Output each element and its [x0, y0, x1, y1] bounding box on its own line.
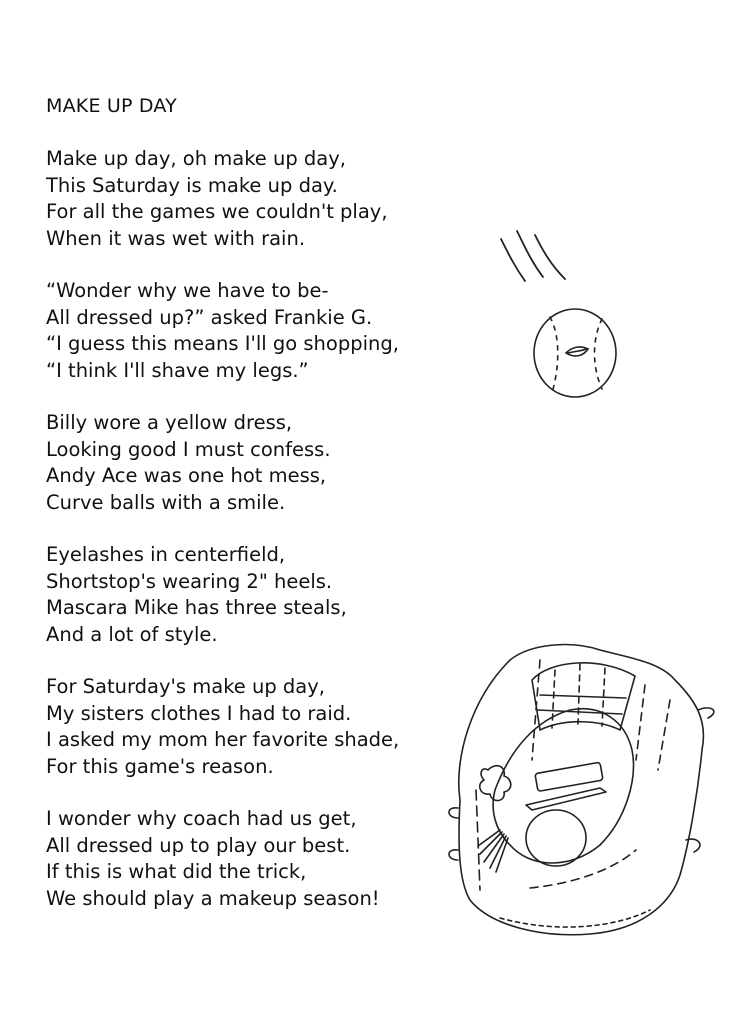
- poem-line: All dressed up?” asked Frankie G.: [46, 305, 373, 329]
- poem-line: Make up day, oh make up day,: [46, 147, 346, 170]
- poem-body: [46, 146, 466, 938]
- poem-line: We should play a makeup season!: [46, 886, 380, 910]
- stanza-2: [46, 278, 466, 384]
- poem-line: For this game's reason.: [46, 754, 274, 778]
- poem-line: Andy Ace was one hot mess,: [46, 464, 327, 487]
- poem-line: For Saturday's make up day,: [46, 675, 325, 698]
- poem-line: Shortstop's wearing 2" heels.: [46, 569, 333, 593]
- poem-line: I wonder why coach had us get,: [46, 807, 357, 830]
- poem-title: MAKE UP DAY: [46, 95, 177, 117]
- poem-line: Billy wore a yellow dress,: [46, 411, 293, 434]
- motion-lines-icon: [495, 225, 585, 295]
- stanza-4: [46, 542, 466, 648]
- poem-line: “I think I'll shave my legs.”: [46, 358, 309, 382]
- poem-line: Curve balls with a smile.: [46, 490, 286, 514]
- stanza-6: [46, 806, 466, 912]
- poem-line: “I guess this means I'll go shopping,: [46, 332, 399, 355]
- stanza-1: [46, 146, 466, 252]
- stanza-3: [46, 410, 466, 516]
- baseball-glove-icon: [440, 640, 730, 940]
- poem-line: Mascara Mike has three steals,: [46, 596, 347, 619]
- poem-line: If this is what did the trick,: [46, 860, 307, 883]
- stanza-5: [46, 674, 466, 780]
- poem-line: And a lot of style.: [46, 622, 218, 646]
- poem-line: Looking good I must confess.: [46, 437, 331, 461]
- baseball-with-lips-icon: [530, 305, 622, 403]
- poem-line: I asked my mom her favorite shade,: [46, 728, 400, 751]
- poem-line: For all the games we couldn't play,: [46, 200, 388, 223]
- poem-line: When it was wet with rain.: [46, 226, 306, 250]
- poem-line: My sisters clothes I had to raid.: [46, 701, 352, 725]
- poem-line: All dressed up to play our best.: [46, 833, 351, 857]
- poem-line: This Saturday is make up day.: [46, 173, 338, 197]
- poem-line: Eyelashes in centerfield,: [46, 543, 286, 566]
- poem-line: “Wonder why we have to be-: [46, 279, 329, 302]
